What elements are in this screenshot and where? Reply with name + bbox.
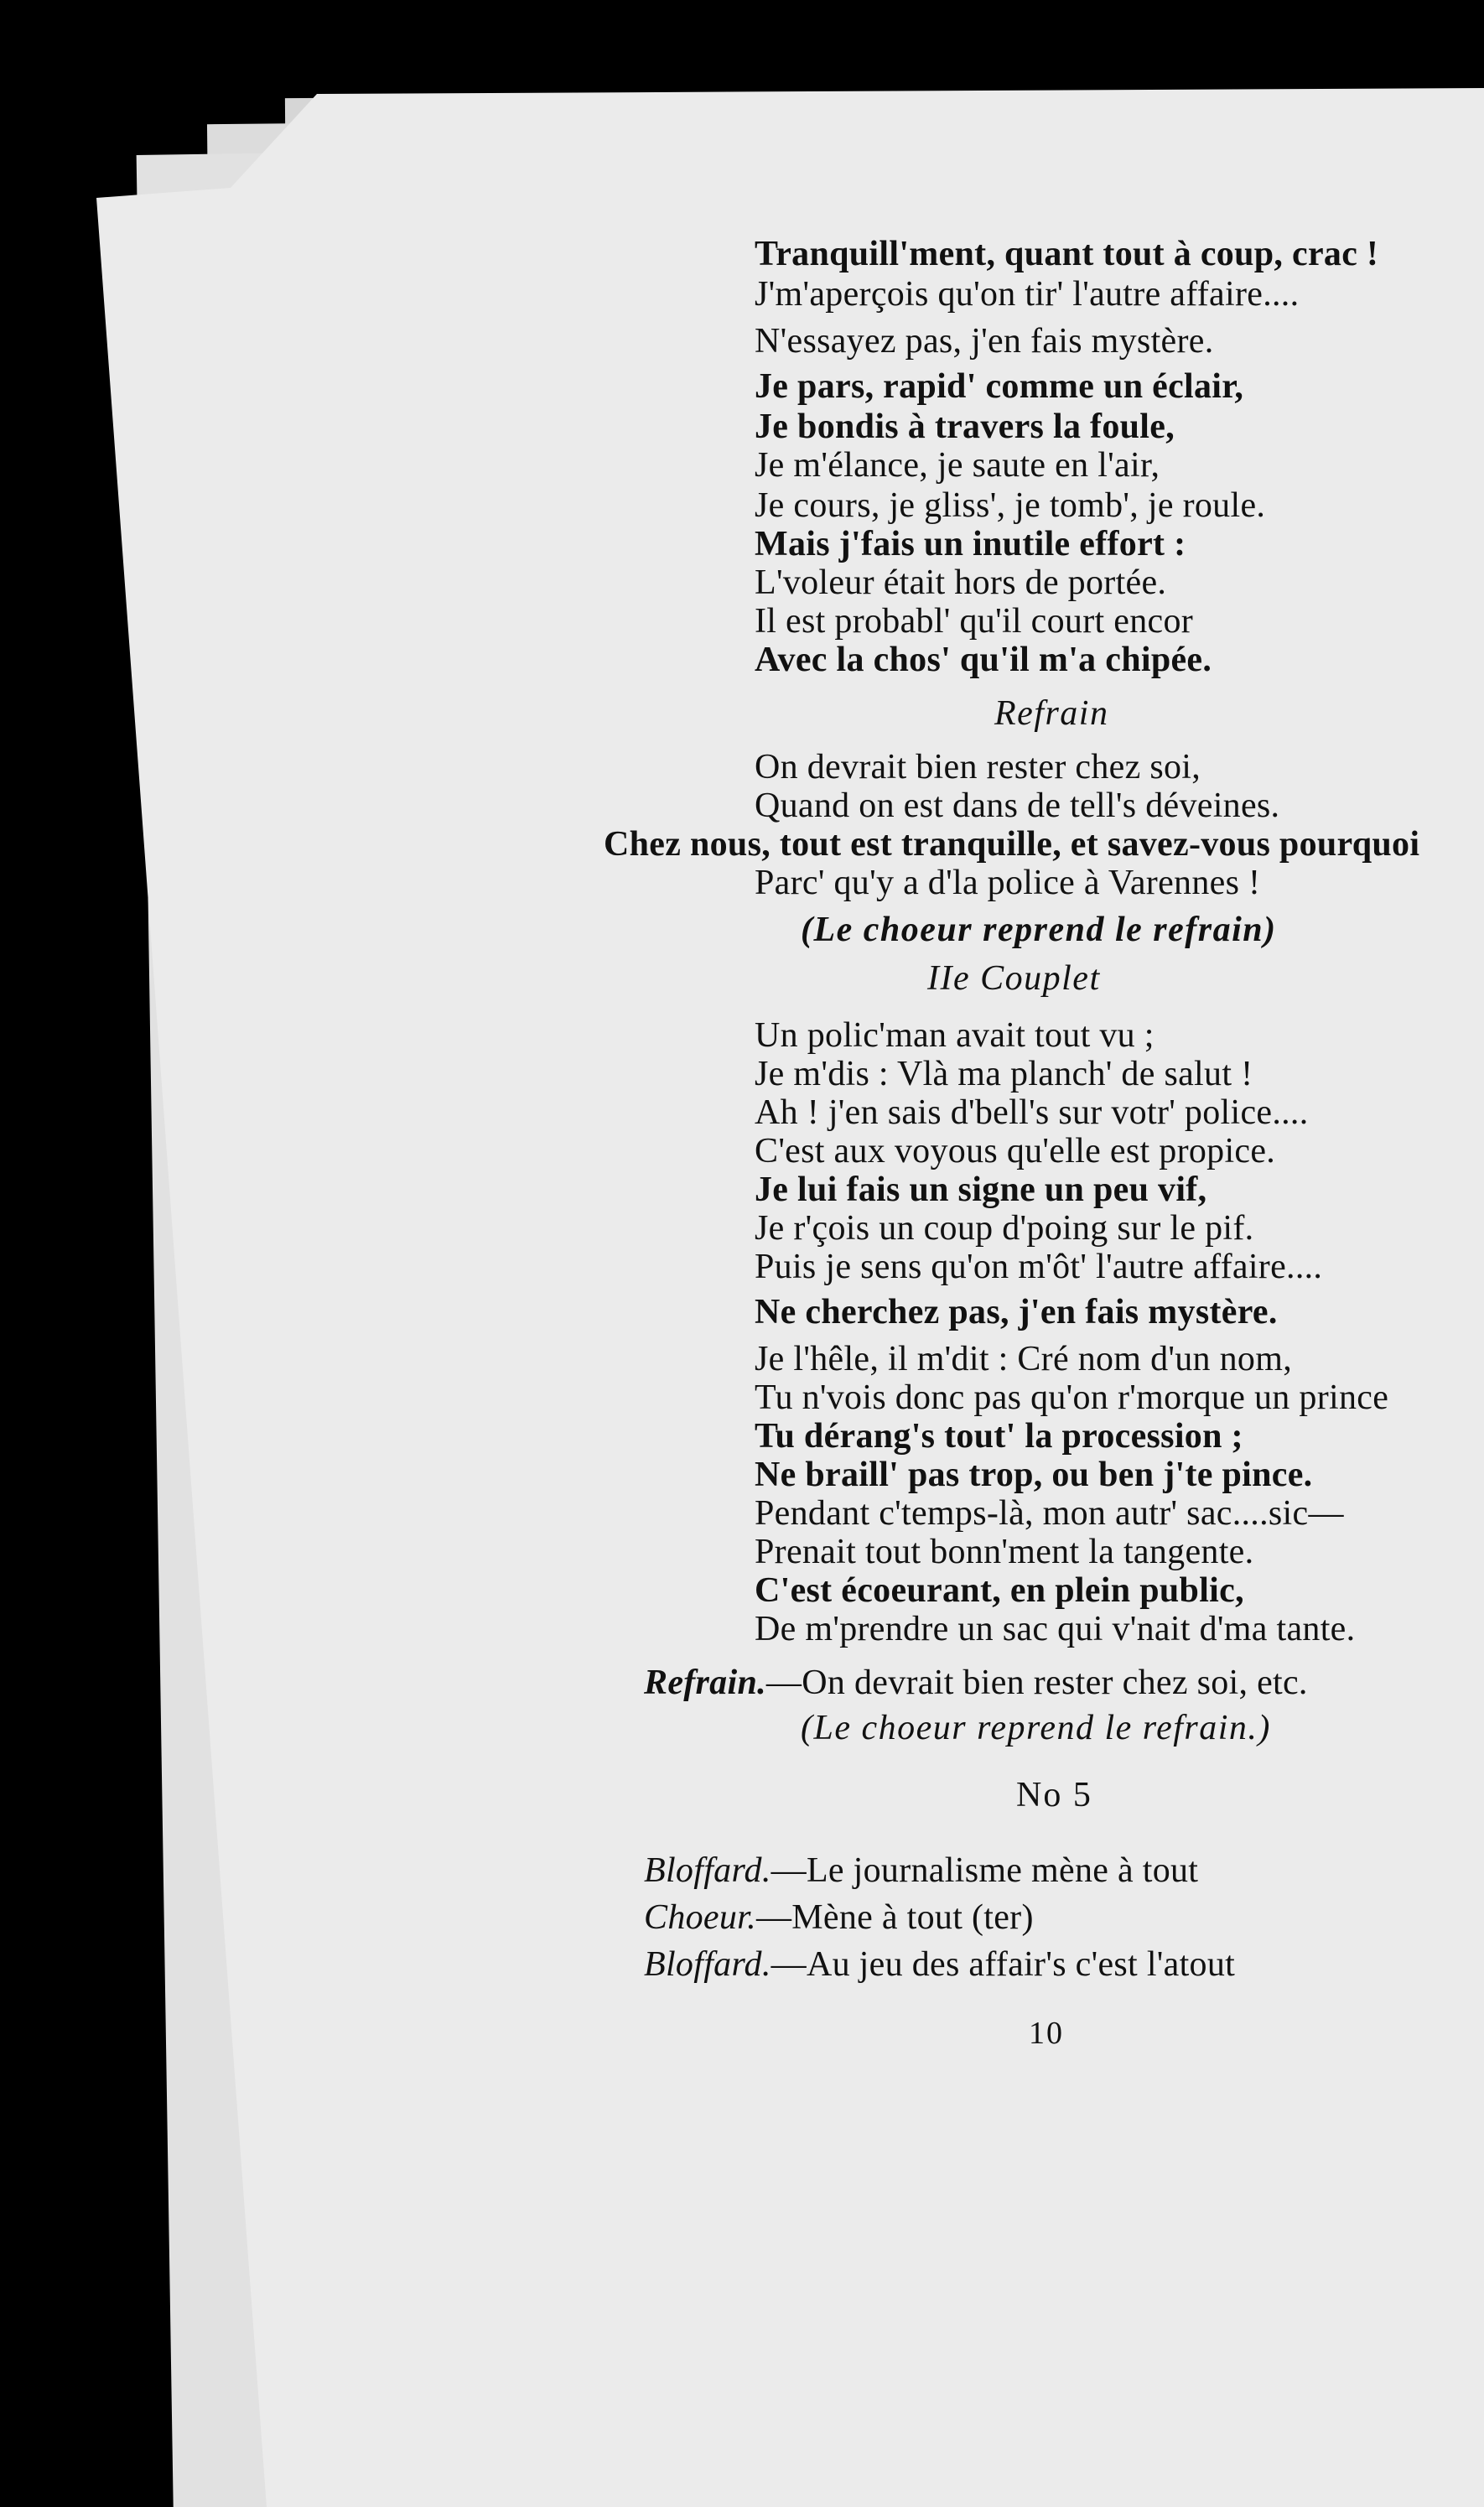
verse-line: Mais j'fais un inutile effort : [755, 525, 1186, 563]
stage-direction: (Le choeur reprend le refrain) [801, 911, 1277, 949]
verse-line: Je r'çois un coup d'poing sur le pif. [755, 1209, 1254, 1248]
refrain-line: Parc' qu'y a d'la police à Varennes ! [755, 864, 1261, 902]
verse-line: J'm'aperçois qu'on tir' l'autre affaire.... [755, 275, 1300, 314]
verse-line: Ne cherchez pas, j'en fais mystère. [755, 1293, 1278, 1331]
refrain-label: Refrain. [644, 1664, 766, 1702]
refrain-line: Quand on est dans de tell's déveines. [755, 786, 1280, 825]
section-heading: Refrain [994, 694, 1109, 733]
verse-line: N'essayez pas, j'en fais mystère. [755, 322, 1214, 361]
section-heading: No 5 [1016, 1776, 1092, 1814]
dialogue-line [644, 1850, 1198, 1891]
verse-line: Avec la chos' qu'il m'a chipée. [755, 641, 1212, 679]
verse-line: Je pars, rapid' comme un éclair, [755, 367, 1244, 406]
page-number: 10 [1029, 2016, 1064, 2051]
refrain-line: On devrait bien rester chez soi, [755, 748, 1201, 786]
verse-line: Il est probabl' qu'il court encor [755, 602, 1194, 641]
verse-line: Tranquill'ment, quant tout à coup, crac ! [755, 235, 1379, 273]
verse-line: Tu n'vois donc pas qu'on r'morque un prince [755, 1378, 1389, 1417]
verse-line: L'voleur était hors de portée. [755, 563, 1167, 602]
dialogue-line [644, 1897, 1034, 1938]
verse-line: Pendant c'temps-là, mon autr' sac....sic— [755, 1494, 1344, 1533]
speaker-name: Bloffard. [644, 1945, 771, 1984]
refrain-line: Chez nous, tout est tranquille, et savez-vous pourquoi [604, 825, 1420, 864]
stage-direction: (Le choeur reprend le refrain.) [801, 1709, 1271, 1747]
dialogue-line [644, 1944, 1235, 1985]
dialogue-text: —Au jeu des affair's c'est l'atout [771, 1945, 1236, 1984]
verse-line: De m'prendre un sac qui v'nait d'ma tante. [755, 1610, 1356, 1648]
verse-line: Ne braill' pas trop, ou ben j'te pince. [755, 1456, 1313, 1494]
verse-line: Je lui fais un signe un peu vif, [755, 1170, 1207, 1209]
verse-line: Tu dérang's tout' la procession ; [755, 1417, 1243, 1456]
verse-line: Ah ! j'en sais d'bell's sur votr' police.... [755, 1093, 1309, 1132]
refrain-reference [644, 1663, 1308, 1703]
verse-line: Prenait tout bonn'ment la tangente. [755, 1533, 1254, 1571]
verse-line: C'est écoeurant, en plein public, [755, 1571, 1244, 1610]
refrain-reference-text: —On devrait bien rester chez soi, etc. [765, 1664, 1308, 1702]
speaker-name: Choeur. [644, 1898, 756, 1937]
verse-line: Je m'élance, je saute en l'air, [755, 446, 1160, 485]
verse-line: Puis je sens qu'on m'ôt' l'autre affaire.... [755, 1248, 1323, 1286]
verse-line: Je m'dis : Vlà ma planch' de salut ! [755, 1055, 1253, 1093]
speaker-name: Bloffard. [644, 1851, 771, 1890]
verse-line: Je l'hêle, il m'dit : Cré nom d'un nom, [755, 1340, 1293, 1378]
verse-line: Je cours, je gliss', je tomb', je roule. [755, 486, 1266, 525]
dialogue-text: —Le journalisme mène à tout [771, 1851, 1199, 1890]
verse-line: C'est aux voyous qu'elle est propice. [755, 1132, 1276, 1170]
dialogue-text: —Mène à tout (ter) [755, 1898, 1034, 1937]
section-heading: IIe Couplet [927, 959, 1101, 998]
verse-line: Un polic'man avait tout vu ; [755, 1016, 1155, 1055]
verse-line: Je bondis à travers la foule, [755, 407, 1175, 446]
